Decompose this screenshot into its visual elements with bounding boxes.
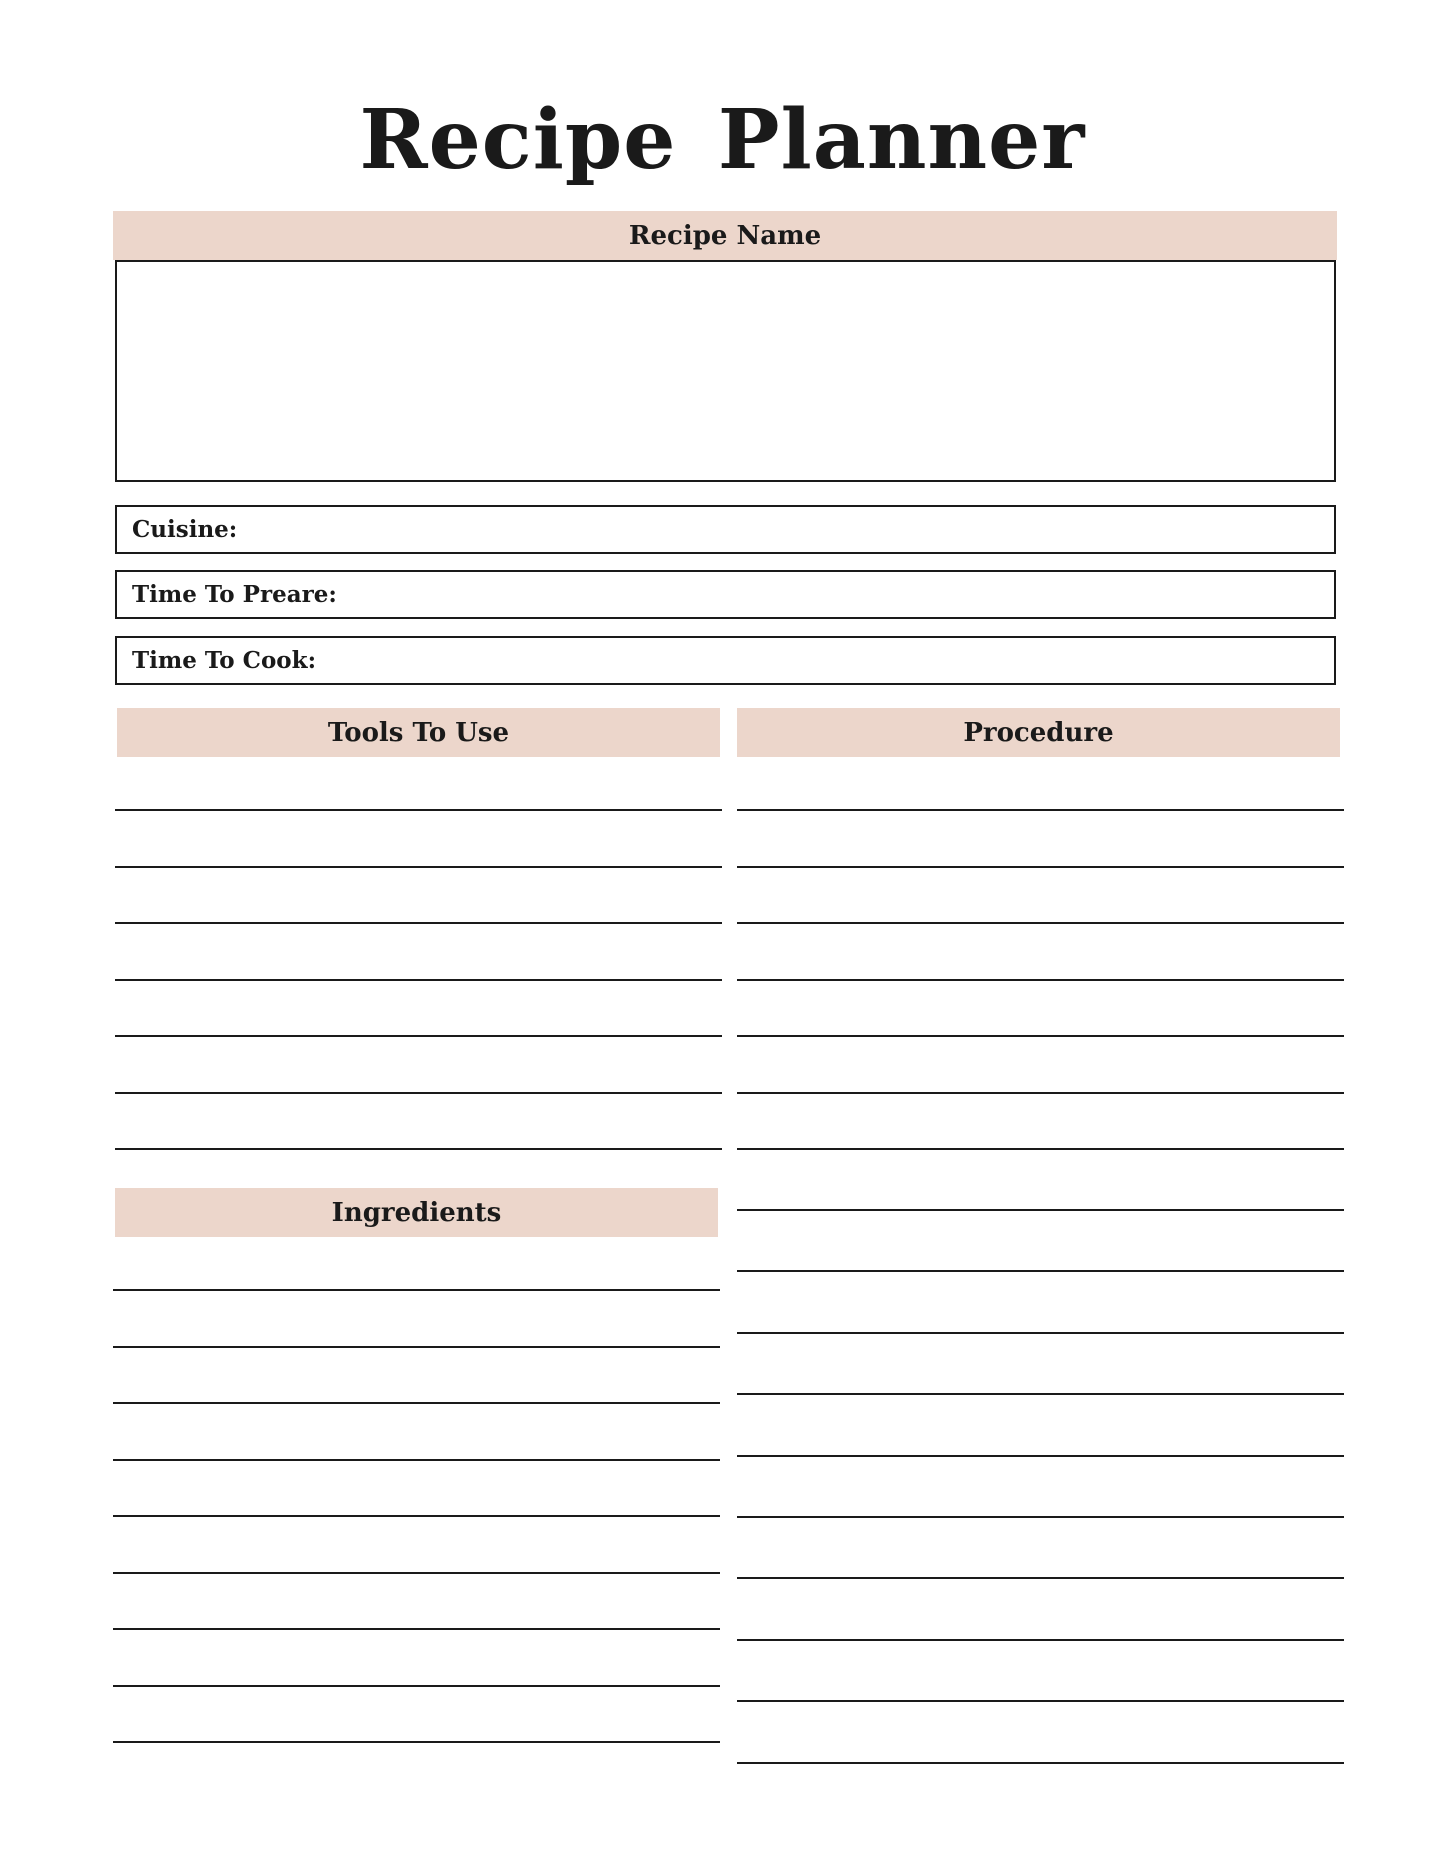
procedure-line[interactable] xyxy=(737,1700,1344,1702)
tools-line[interactable] xyxy=(115,1092,722,1094)
time-to-cook-label: Time To Cook: xyxy=(132,647,317,674)
tools-line[interactable] xyxy=(115,1148,722,1150)
procedure-line[interactable] xyxy=(737,866,1344,868)
procedure-line[interactable] xyxy=(737,1393,1344,1395)
procedure-header: Procedure xyxy=(737,708,1340,757)
tools-header: Tools To Use xyxy=(117,708,720,757)
procedure-line[interactable] xyxy=(737,809,1344,811)
ingredients-line[interactable] xyxy=(113,1515,720,1517)
procedure-line[interactable] xyxy=(737,979,1344,981)
tools-line[interactable] xyxy=(115,1035,722,1037)
procedure-line[interactable] xyxy=(737,1639,1344,1641)
procedure-line[interactable] xyxy=(737,1209,1344,1211)
time-to-cook-field[interactable] xyxy=(115,636,1336,685)
time-to-prepare-label: Time To Preare: xyxy=(132,581,337,608)
procedure-line[interactable] xyxy=(737,1092,1344,1094)
ingredients-header: Ingredients xyxy=(115,1188,718,1237)
ingredients-line[interactable] xyxy=(113,1572,720,1574)
procedure-line[interactable] xyxy=(737,1332,1344,1334)
page-title: Recipe Planner xyxy=(359,92,1086,188)
tools-line[interactable] xyxy=(115,979,722,981)
tools-line[interactable] xyxy=(115,922,722,924)
procedure-line[interactable] xyxy=(737,1516,1344,1518)
tools-line[interactable] xyxy=(115,809,722,811)
procedure-line[interactable] xyxy=(737,922,1344,924)
ingredients-line[interactable] xyxy=(113,1459,720,1461)
ingredients-line[interactable] xyxy=(113,1628,720,1630)
ingredients-line[interactable] xyxy=(113,1741,720,1743)
procedure-line[interactable] xyxy=(737,1455,1344,1457)
procedure-line[interactable] xyxy=(737,1270,1344,1272)
recipe-name-input-box[interactable] xyxy=(115,260,1336,482)
cuisine-label: Cuisine: xyxy=(132,516,238,543)
tools-line[interactable] xyxy=(115,866,722,868)
procedure-line[interactable] xyxy=(737,1148,1344,1150)
ingredients-line[interactable] xyxy=(113,1289,720,1291)
procedure-line[interactable] xyxy=(737,1577,1344,1579)
time-to-prepare-field[interactable] xyxy=(115,570,1336,619)
recipe-name-header: Recipe Name xyxy=(113,211,1337,260)
procedure-line[interactable] xyxy=(737,1762,1344,1764)
ingredients-line[interactable] xyxy=(113,1685,720,1687)
procedure-line[interactable] xyxy=(737,1035,1344,1037)
ingredients-line[interactable] xyxy=(113,1346,720,1348)
cuisine-field[interactable] xyxy=(115,505,1336,554)
ingredients-line[interactable] xyxy=(113,1402,720,1404)
